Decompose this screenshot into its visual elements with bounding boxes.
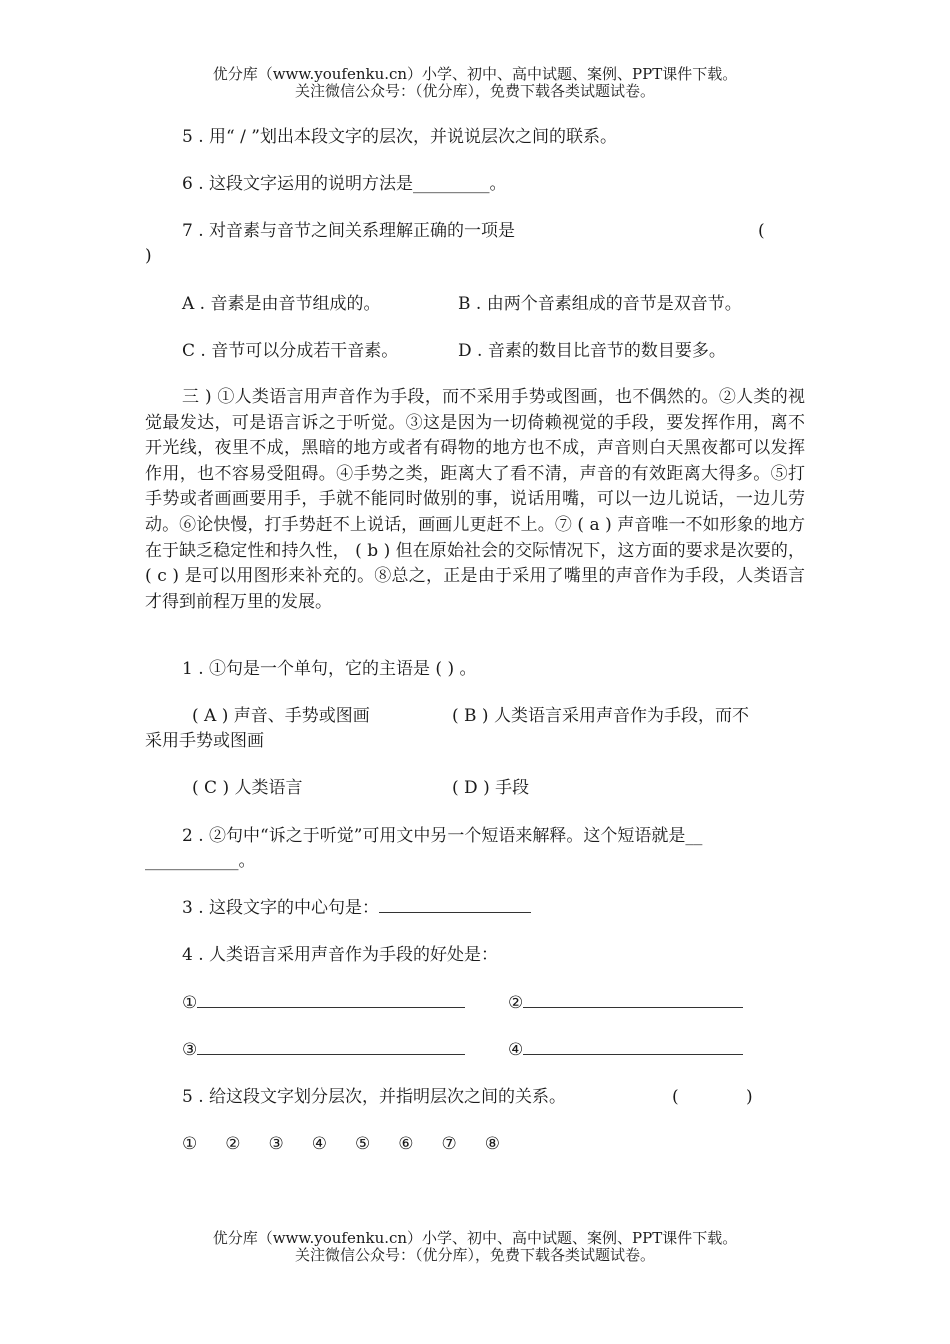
question-7-paren-open: ( <box>758 221 765 241</box>
marker-4: ④ <box>311 1134 327 1154</box>
q7-option-d: D . 音素的数目比音节的数目要多。 <box>458 341 726 361</box>
q7-option-b: B . 由两个音素组成的音节是双音节。 <box>458 294 742 314</box>
s2-q1-option-c: ( C ) 人类语言 <box>192 778 303 798</box>
marker-3: ③ <box>268 1134 284 1154</box>
marker-6: ⑥ <box>398 1134 414 1154</box>
footer-line-1: 优分库（www.youfenku.cn）小学、初中、高中试题、案例、PPT课件下载。 <box>212 1229 738 1247</box>
answer-line-1 <box>182 991 465 1016</box>
marker-1: ① <box>182 1134 198 1154</box>
header-line-2: 关注微信公众号：（优分库），免费下载各类试题试卷。 <box>294 82 655 100</box>
answer-line-3-marker: ③ <box>182 1040 198 1060</box>
answer-line-3 <box>182 1038 465 1063</box>
s2-question-2-cont: ___________。 <box>145 851 256 871</box>
s2-q1-option-d: ( D ) 手段 <box>452 778 530 798</box>
s2-question-5-paren-close: ) <box>746 1087 753 1107</box>
question-6-method: 6 . 这段文字运用的说明方法是_________。 <box>182 174 507 194</box>
s2-q1-option-b-cont: 采用手势或图画 <box>145 731 264 751</box>
page-footer <box>0 1230 950 1264</box>
footer-line-2: 关注微信公众号：（优分库），免费下载各类试题试卷。 <box>294 1246 655 1264</box>
s2-question-3 <box>182 896 531 921</box>
s2-q1-option-a: ( A ) 声音、手势或图画 <box>192 706 370 726</box>
question-7-prompt: 7 . 对音素与音节之间关系理解正确的一项是 <box>182 221 516 241</box>
s2-question-5-paren-open: ( <box>672 1087 679 1107</box>
s2-question-3-text: 3 . 这段文字的中心句是： <box>182 898 380 918</box>
q7-option-a: A . 音素是由音节组成的。 <box>182 294 381 314</box>
marker-2: ② <box>225 1134 241 1154</box>
header-line-1: 优分库（www.youfenku.cn）小学、初中、高中试题、案例、PPT课件下载。 <box>212 65 738 83</box>
answer-blank[interactable] <box>523 1040 743 1055</box>
q7-option-c: C . 音节可以分成若干音素。 <box>182 341 399 361</box>
reading-passage: 三 ) ①人类语言用声音作为手段，而不采用手势或图画，也不偶然的。②人类的视觉最发达，可是语言诉之于听觉。③这是因为一切倚赖视觉的手段，要发挥作用，离不开光线，夜里不成，黑暗的地方或者有碍物的地方也不成，声音则白天黑夜都可以发挥作用，也不容易受阻碍。④手势之类，距离大了看不清，声音的有效距离大得多。⑤打手势或者画画要用手，手就不能同时做别的事，说话用嘴，可以一边儿说话，一边儿劳动。⑥论快慢，打手势赶不上说话，画画儿更赶不上。⑦ ( a ) 声音唯一不如形象的地方在于缺乏稳定性和持久性， ( b ) 但在原始社会的交际情况下，这方面的要求是次要的， ( c ) 是可以用图形来补充的。⑧总之，正是由于采用了嘴里的声音作为手段，人类语言才得到前程万里的发展。 <box>145 387 805 612</box>
answer-line-2 <box>508 991 743 1016</box>
s2-question-1: 1 . ①句是一个单句，它的主语是 ( ) 。 <box>182 659 477 679</box>
marker-7: ⑦ <box>441 1134 457 1154</box>
sentence-markers <box>182 1132 500 1157</box>
question-5-layers: 5 . 用“ / ”划出本段文字的层次，并说说层次之间的联系。 <box>182 127 617 147</box>
answer-line-2-marker: ② <box>508 993 524 1013</box>
answer-blank[interactable] <box>197 993 465 1008</box>
s2-question-5: 5 . 给这段文字划分层次，并指明层次之间的关系。 <box>182 1087 567 1107</box>
marker-8: ⑧ <box>484 1134 500 1154</box>
marker-5: ⑤ <box>355 1134 371 1154</box>
s2-q1-option-b: ( B ) 人类语言采用声音作为手段，而不 <box>452 706 749 726</box>
answer-blank[interactable] <box>197 1040 465 1055</box>
answer-line-1-marker: ① <box>182 993 198 1013</box>
s2-question-4: 4 . 人类语言采用声音作为手段的好处是： <box>182 945 499 965</box>
question-7-paren-close: ) <box>145 246 152 266</box>
answer-blank[interactable] <box>379 898 531 913</box>
answer-line-4 <box>508 1038 743 1063</box>
s2-question-2: 2 . ②句中“诉之于听觉”可用文中另一个短语来解释。这个短语就是__ <box>182 826 703 846</box>
answer-blank[interactable] <box>523 993 743 1008</box>
page-header <box>0 66 950 100</box>
answer-line-4-marker: ④ <box>508 1040 524 1060</box>
